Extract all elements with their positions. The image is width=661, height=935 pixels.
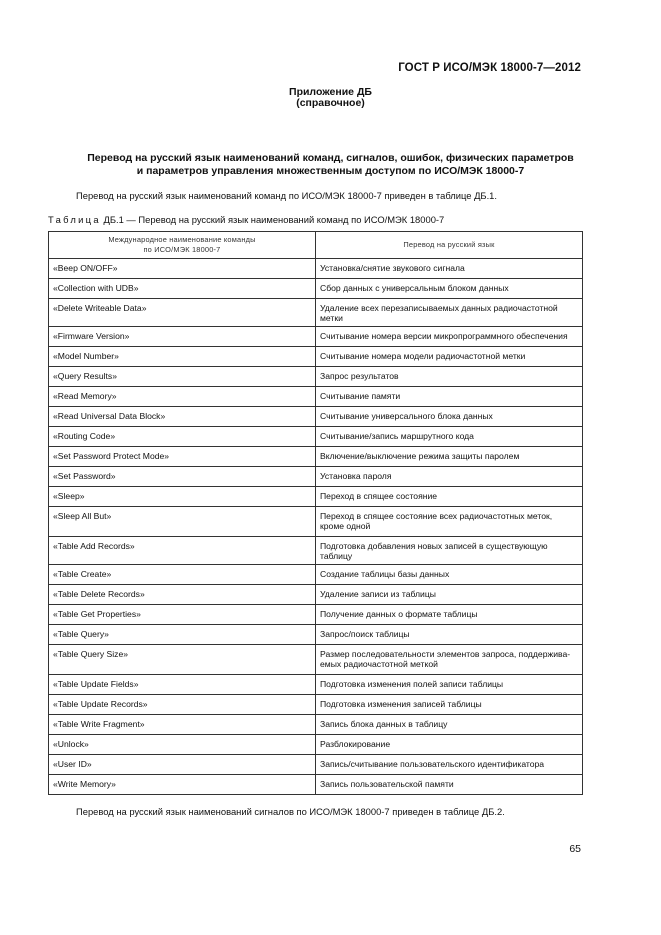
command-name-cell: «Sleep All But» — [49, 507, 316, 537]
command-name-cell: «Set Password» — [49, 467, 316, 487]
table-caption-label: Таблица — [48, 214, 101, 225]
translation-cell: Считывание/запись маршрутного кода — [316, 427, 583, 447]
command-name-cell: «Sleep» — [49, 487, 316, 507]
command-name-cell: «Table Update Records» — [49, 695, 316, 715]
heading-line-2: и параметров управления множественным доступом по ИСО/МЭК 18000-7 — [136, 164, 525, 177]
translation-cell: Разблокирование — [316, 735, 583, 755]
table-row — [49, 675, 583, 695]
translation-cell: Запись пользовательской памяти — [316, 775, 583, 795]
annex-note: (справочное) — [296, 97, 365, 109]
table-row — [49, 605, 583, 625]
command-name-cell: «Beep ON/OFF» — [49, 259, 316, 279]
table-row — [49, 585, 583, 605]
translation-cell: Удаление всех перезаписываемых данных радиочастотной метки — [316, 299, 583, 327]
command-name-cell: «Table Query» — [49, 625, 316, 645]
translation-cell: Подготовка изменения записей таблицы — [316, 695, 583, 715]
header-col1-line1: Международное наименование команды — [108, 235, 256, 244]
table-row — [49, 299, 583, 327]
command-name-cell: «Table Create» — [49, 565, 316, 585]
table-row — [49, 259, 583, 279]
command-name-cell: «Read Memory» — [49, 387, 316, 407]
command-name-cell: «Model Number» — [49, 347, 316, 367]
annex-title: Приложение ДБ — [289, 86, 372, 98]
table-row — [49, 279, 583, 299]
command-name-cell: «Table Delete Records» — [49, 585, 316, 605]
table-row — [49, 467, 583, 487]
command-name-cell: «Table Write Fragment» — [49, 715, 316, 735]
command-name-cell: «Set Password Protect Mode» — [49, 447, 316, 467]
page-number: 65 — [569, 843, 581, 855]
table-row — [49, 625, 583, 645]
translation-cell: Переход в спящее состояние — [316, 487, 583, 507]
table-row — [49, 735, 583, 755]
translation-cell: Включение/выключение режима защиты паролем — [316, 447, 583, 467]
outro-paragraph: Перевод на русский язык наименований сигналов по ИСО/МЭК 18000-7 приведен в таблице ДБ.2. — [76, 806, 505, 817]
table-body — [49, 259, 583, 795]
table-row — [49, 775, 583, 795]
command-name-cell: «Collection with UDB» — [49, 279, 316, 299]
translation-cell: Считывание номера версии микропрограммного обеспечения — [316, 327, 583, 347]
command-name-cell: «Routing Code» — [49, 427, 316, 447]
command-name-cell: «Query Results» — [49, 367, 316, 387]
heading-line-1: Перевод на русский язык наименований команд, сигналов, ошибок, физических параметров — [87, 152, 574, 164]
translation-cell: Сбор данных с универсальным блоком данных — [316, 279, 583, 299]
table-caption — [48, 214, 444, 225]
commands-table — [48, 231, 583, 795]
translation-cell: Создание таблицы базы данных — [316, 565, 583, 585]
table-caption-text: ДБ.1 — Перевод на русский язык наименований команд по ИСО/МЭК 18000-7 — [103, 214, 445, 225]
translation-cell: Размер последовательности элементов запроса, поддержива-емых радиочастотной меткой — [316, 645, 583, 675]
command-name-cell: «Table Add Records» — [49, 537, 316, 565]
command-name-cell: «Read Universal Data Block» — [49, 407, 316, 427]
command-name-cell: «Unlock» — [49, 735, 316, 755]
table-row — [49, 537, 583, 565]
header-col1-line2: по ИСО/МЭК 18000-7 — [143, 245, 221, 254]
table-row — [49, 427, 583, 447]
table-row — [49, 715, 583, 735]
command-name-cell: «User ID» — [49, 755, 316, 775]
table-row — [49, 645, 583, 675]
translation-cell: Считывание универсального блока данных — [316, 407, 583, 427]
table-row — [49, 755, 583, 775]
translation-cell: Подготовка добавления новых записей в существующую таблицу — [316, 537, 583, 565]
translation-cell: Считывание памяти — [316, 387, 583, 407]
table-row — [49, 387, 583, 407]
annex-header — [0, 87, 661, 109]
table-row — [49, 507, 583, 537]
command-name-cell: «Firmware Version» — [49, 327, 316, 347]
intro-paragraph: Перевод на русский язык наименований команд по ИСО/МЭК 18000-7 приведен в таблице ДБ.1. — [76, 190, 497, 201]
command-name-cell: «Table Get Properties» — [49, 605, 316, 625]
translation-cell: Запрос результатов — [316, 367, 583, 387]
translation-cell: Считывание номера модели радиочастотной метки — [316, 347, 583, 367]
table-row — [49, 447, 583, 467]
table-header-row — [49, 232, 583, 259]
translation-cell: Установка/снятие звукового сигнала — [316, 259, 583, 279]
translation-cell: Подготовка изменения полей записи таблицы — [316, 675, 583, 695]
document-code: ГОСТ Р ИСО/МЭК 18000-7—2012 — [398, 62, 581, 74]
translation-cell: Запрос/поиск таблицы — [316, 625, 583, 645]
translation-cell: Удаление записи из таблицы — [316, 585, 583, 605]
command-name-cell: «Write Memory» — [49, 775, 316, 795]
table-row — [49, 367, 583, 387]
table-row — [49, 347, 583, 367]
command-name-cell: «Delete Writeable Data» — [49, 299, 316, 327]
table-row — [49, 695, 583, 715]
table-row — [49, 565, 583, 585]
translation-cell: Запись блока данных в таблицу — [316, 715, 583, 735]
header-international-name — [49, 232, 316, 259]
translation-cell: Установка пароля — [316, 467, 583, 487]
translation-cell: Получение данных о формате таблицы — [316, 605, 583, 625]
command-name-cell: «Table Update Fields» — [49, 675, 316, 695]
section-heading — [40, 152, 621, 177]
table-row — [49, 487, 583, 507]
table-row — [49, 407, 583, 427]
command-name-cell: «Table Query Size» — [49, 645, 316, 675]
table-row — [49, 327, 583, 347]
translation-cell: Переход в спящее состояние всех радиочастотных меток, кроме одной — [316, 507, 583, 537]
translation-cell: Запись/считывание пользовательского идентификатора — [316, 755, 583, 775]
header-russian-translation: Перевод на русский язык — [316, 232, 583, 259]
